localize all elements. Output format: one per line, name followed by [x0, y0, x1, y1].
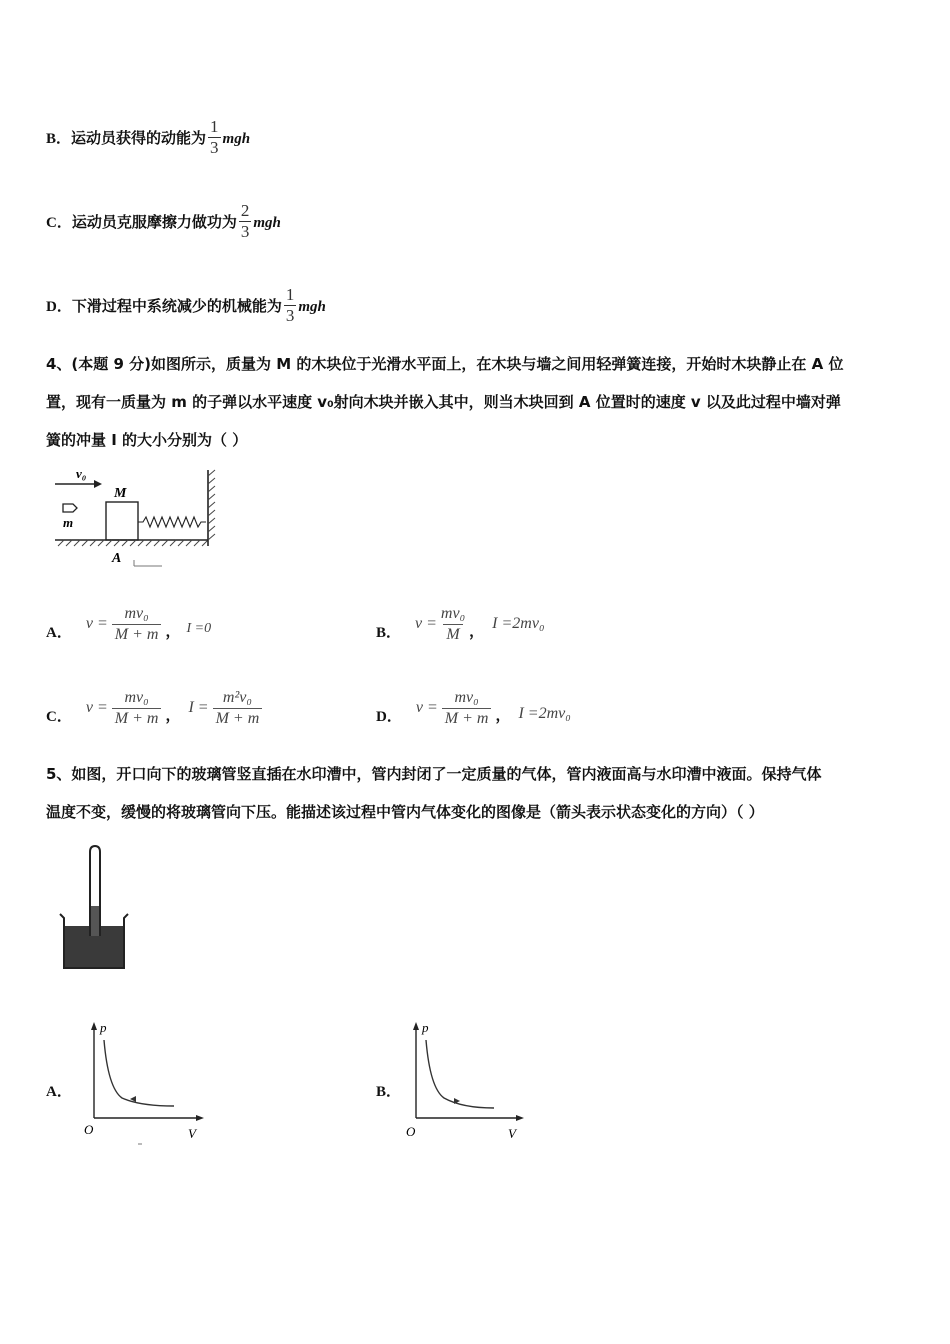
q3-option-c[interactable] — [46, 186, 281, 246]
p-axis-arrow — [413, 1022, 419, 1030]
q4-option-c-i-den: M + m — [213, 708, 263, 729]
q4-option-d-impulse: I =2mv₀ — [518, 705, 571, 722]
q5-stem-line-1: 5、如图，开口向下的玻璃管竖直插在水印漕中，管内封闭了一定质量的气体，管内液面高与水印漕中液面。保持气体 — [46, 765, 822, 783]
q5-option-b-graph[interactable] — [402, 1018, 532, 1148]
q5-option-b-label: B． — [376, 1084, 402, 1100]
q4-figure — [50, 462, 230, 574]
wall-hatch — [208, 470, 215, 540]
q4-option-a-v-lhs: v = — [85, 615, 108, 632]
q4-option-b-label: B． — [376, 624, 402, 641]
q3-option-c-text: 运动员克服摩擦力做功为 — [71, 213, 237, 231]
bullet-m-label: m — [63, 515, 74, 530]
q4-option-c-i-num: m²v₀ — [222, 688, 252, 706]
block-m-label: M — [114, 486, 127, 501]
q4-option-c-v-den: M + m — [112, 708, 162, 729]
q4-option-c-v-num: mv₀ — [124, 688, 149, 706]
q3-option-b-fraction — [208, 117, 221, 158]
q3-option-d-fraction — [284, 285, 297, 326]
v-axis-arrow — [196, 1115, 204, 1121]
q4-option-b-v-lhs: v = — [415, 615, 437, 632]
position-a-label: A — [112, 551, 122, 566]
q4-option-b-v-den: M — [443, 624, 462, 645]
q4-option-a[interactable] — [46, 596, 211, 652]
isotherm-curve — [104, 1040, 174, 1106]
q3-option-d-text: 下滑过程中系统减少的机械能为 — [71, 297, 282, 315]
spring — [138, 517, 206, 527]
v0-label: v₀ — [76, 466, 87, 481]
q4-option-a-label: A． — [46, 624, 72, 641]
q3-option-d-den: 3 — [285, 306, 295, 325]
q3-option-b-num: 1 — [210, 117, 219, 136]
q3-option-b-label: B． — [46, 131, 72, 147]
q4-option-c-i-lhs: I = — [188, 699, 209, 716]
q3-option-c-unit: mgh — [253, 215, 281, 231]
velocity-arrowhead — [94, 480, 102, 488]
q4-option-d[interactable] — [376, 680, 571, 736]
q3-option-c-fraction — [239, 201, 252, 242]
q4-option-b-v-frac — [441, 604, 465, 645]
q4-option-b-sep: ， — [469, 621, 485, 640]
q5-option-b[interactable] — [376, 1080, 401, 1101]
q4-option-a-v-frac — [112, 604, 162, 645]
origin-label: O — [406, 1124, 416, 1139]
ground-hatch — [58, 540, 208, 546]
q3-option-d-num: 1 — [285, 285, 295, 304]
q4-stem-line-2: 置，现有一质量为 m 的子弹以水平速度 v₀射向木块并嵌入其中，则当木块回到 A 位置时的速度 v 以及此过程中墙对弹 — [46, 393, 841, 411]
bullet-shape — [63, 504, 77, 512]
q4-option-c-i-frac — [213, 688, 263, 729]
q4-option-b-v-num: mv₀ — [440, 604, 466, 622]
v-axis-label: V — [188, 1126, 196, 1141]
p-axis-label: p — [422, 1020, 429, 1035]
q4-option-a-v-den: M + m — [112, 624, 162, 645]
q3-option-b-text: 运动员获得的动能为 — [71, 129, 207, 147]
q3-option-d[interactable] — [46, 270, 326, 330]
isotherm-curve — [426, 1040, 494, 1108]
q5-option-a-graph[interactable] — [80, 1018, 210, 1148]
q4-option-d-v-frac — [442, 688, 492, 729]
q5-option-a-label: A． — [46, 1084, 72, 1100]
q4-option-b-impulse: I =2mv₀ — [492, 615, 545, 632]
q4-option-a-impulse: I =0 — [186, 621, 212, 636]
q4-option-a-v-num: mv₀ — [124, 604, 149, 622]
q5-stem-line-2: 温度不变，缓慢的将玻璃管向下压。能描述该过程中管内气体变化的图像是（箭头表示状态变化的方向）（ ） — [46, 803, 764, 821]
q4-option-d-sep: ， — [495, 705, 511, 724]
q4-option-d-v-num: mv₀ — [454, 688, 479, 706]
q4-option-d-v-lhs: v = — [415, 699, 438, 716]
q4-stem-line-1: 4、(本题 9 分)如图所示，质量为 M 的木块位于光滑水平面上，在木块与墙之间用轻弹簧连接，开始时木块静止在 A 位 — [46, 355, 844, 373]
q4-option-a-sep: ， — [165, 621, 181, 640]
q5-stem — [46, 755, 916, 831]
q3-option-b[interactable] — [46, 102, 250, 162]
q4-stem — [46, 345, 916, 459]
q4-option-c[interactable] — [46, 680, 266, 736]
q3-option-c-label: C． — [46, 215, 72, 231]
p-axis-label: p — [100, 1020, 107, 1035]
q4-option-c-sep: ， — [165, 705, 181, 724]
tube-liquid — [90, 906, 100, 936]
q3-option-c-den: 3 — [240, 222, 250, 241]
q4-option-b[interactable] — [376, 596, 545, 652]
q4-option-d-label: D． — [376, 708, 402, 725]
q4-option-d-v-den: M + m — [442, 708, 492, 729]
v-axis-label: V — [508, 1126, 516, 1141]
p-axis-arrow — [91, 1022, 97, 1030]
q3-option-b-unit: mgh — [222, 131, 251, 147]
q3-option-c-num: 2 — [240, 201, 250, 220]
q5-option-a[interactable] — [46, 1080, 72, 1101]
v-axis-arrow — [516, 1115, 524, 1121]
q4-stem-line-3: 簧的冲量 I 的大小分别为（ ） — [46, 431, 248, 449]
q3-option-b-den: 3 — [210, 138, 219, 157]
q4-option-c-v-frac — [112, 688, 162, 729]
block-m — [106, 502, 138, 540]
q4-option-c-label: C． — [46, 708, 72, 725]
q5-tube-figure — [56, 842, 136, 974]
q3-option-d-unit: mgh — [298, 299, 326, 315]
origin-label: O — [84, 1122, 94, 1137]
q4-option-c-v-lhs: v = — [85, 699, 108, 716]
q3-option-d-label: D． — [46, 299, 72, 315]
